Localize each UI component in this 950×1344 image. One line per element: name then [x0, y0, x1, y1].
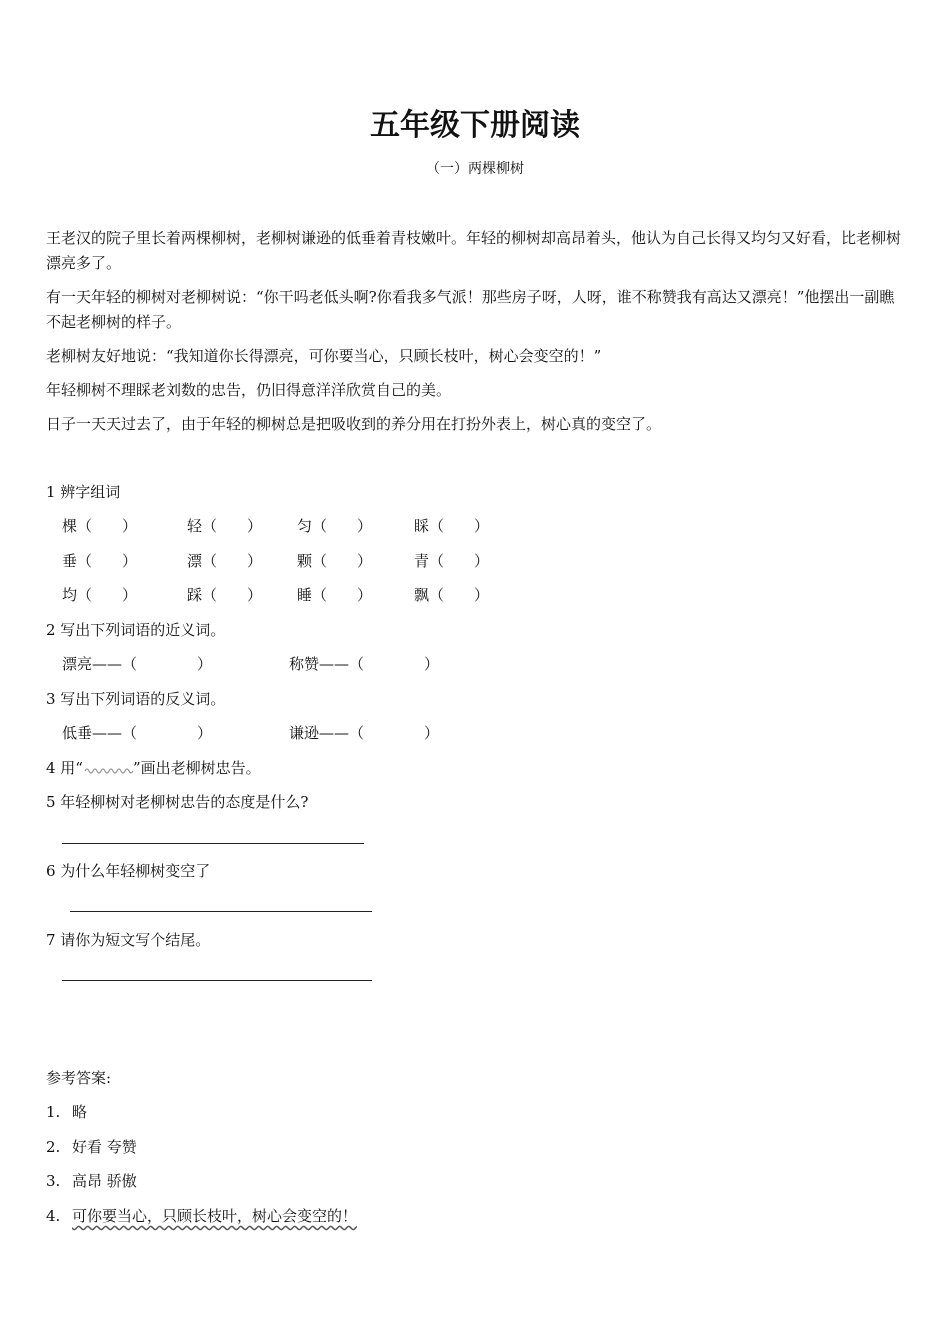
word-blank[interactable]: 漂（ ） — [187, 552, 263, 570]
antonym-blank[interactable]: 低垂——（ ） — [62, 724, 213, 742]
answer-line[interactable] — [62, 843, 364, 844]
answers-heading: 参考答案: — [46, 1069, 112, 1087]
passage-paragraph: 老柳树友好地说：“我知道你长得漂亮，可你要当心，只顾长枝叶，树心会变空的！” — [46, 347, 602, 365]
reading-passage — [46, 226, 908, 446]
antonym-blank[interactable]: 谦逊——（ ） — [289, 724, 440, 742]
answer-text: 略 — [72, 1103, 88, 1121]
question-7: 7 请你为短文写个结尾。 — [46, 931, 211, 949]
question-5: 5 年轻柳树对老柳树忠告的态度是什么? — [46, 793, 309, 811]
word-blank[interactable]: 颗（ ） — [297, 552, 373, 570]
answer-line[interactable] — [62, 980, 372, 981]
synonym-blank[interactable]: 漂亮——（ ） — [62, 655, 213, 673]
question-4-prefix: 4 用“ — [46, 759, 83, 777]
passage-paragraph: 年轻柳树不理睬老刘数的忠告，仍旧得意洋洋欣赏自己的美。 — [46, 381, 452, 399]
question-4 — [46, 758, 261, 778]
passage-paragraph: 王老汉的院子里长着两棵柳树，老柳树谦逊的低垂着青枝嫩叶。年轻的柳树却高昂着头，他认为自己长得又均匀又好看，比老柳树漂亮多了。 — [46, 229, 902, 272]
passage-paragraph: 有一天年轻的柳树对老柳树说：“你干吗老低头啊?你看我多气派！那些房子呀，人呀，谁不称赞我有高达又漂亮！”他摆出一副瞧不起老柳树的样子。 — [46, 288, 895, 331]
answer-text: 可你要当心，只顾长枝叶，树心会变空的！ — [72, 1207, 358, 1225]
wavy-underline-icon — [83, 764, 133, 774]
synonym-blank[interactable]: 称赞——（ ） — [289, 655, 440, 673]
word-blank[interactable]: 轻（ ） — [187, 517, 263, 535]
word-blank[interactable]: 垂（ ） — [62, 552, 138, 570]
question-6: 6 为什么年轻柳树变空了 — [46, 862, 211, 880]
question-2: 2 写出下列词语的近义词。 — [46, 621, 226, 639]
question-1: 1 辨字组词 — [46, 483, 121, 501]
word-blank[interactable]: 匀（ ） — [297, 517, 373, 535]
answer-number: 3. — [46, 1172, 61, 1190]
answer-number: 1. — [46, 1103, 61, 1121]
answer-text: 好看 夸赞 — [72, 1138, 137, 1156]
word-blank[interactable]: 踩（ ） — [187, 586, 263, 604]
word-blank[interactable]: 均（ ） — [62, 586, 138, 604]
word-blank[interactable]: 棵（ ） — [62, 517, 138, 535]
passage-paragraph: 日子一天天过去了，由于年轻的柳树总是把吸收到的养分用在打扮外表上，树心真的变空了。 — [46, 415, 662, 433]
page-title: 五年级下册阅读 — [370, 108, 580, 143]
answer-line[interactable] — [70, 911, 372, 912]
answer-number: 4. — [46, 1207, 61, 1225]
word-blank[interactable]: 青（ ） — [414, 552, 490, 570]
page-subtitle: （一）两棵柳树 — [426, 161, 524, 177]
word-blank[interactable]: 睬（ ） — [414, 517, 490, 535]
word-blank[interactable]: 睡（ ） — [297, 586, 373, 604]
question-4-suffix: ”画出老柳树忠告。 — [132, 759, 261, 777]
word-blank[interactable]: 飘（ ） — [414, 586, 490, 604]
answer-text: 高昂 骄傲 — [72, 1172, 137, 1190]
question-3: 3 写出下列词语的反义词。 — [46, 690, 226, 708]
answer-number: 2. — [46, 1138, 61, 1156]
